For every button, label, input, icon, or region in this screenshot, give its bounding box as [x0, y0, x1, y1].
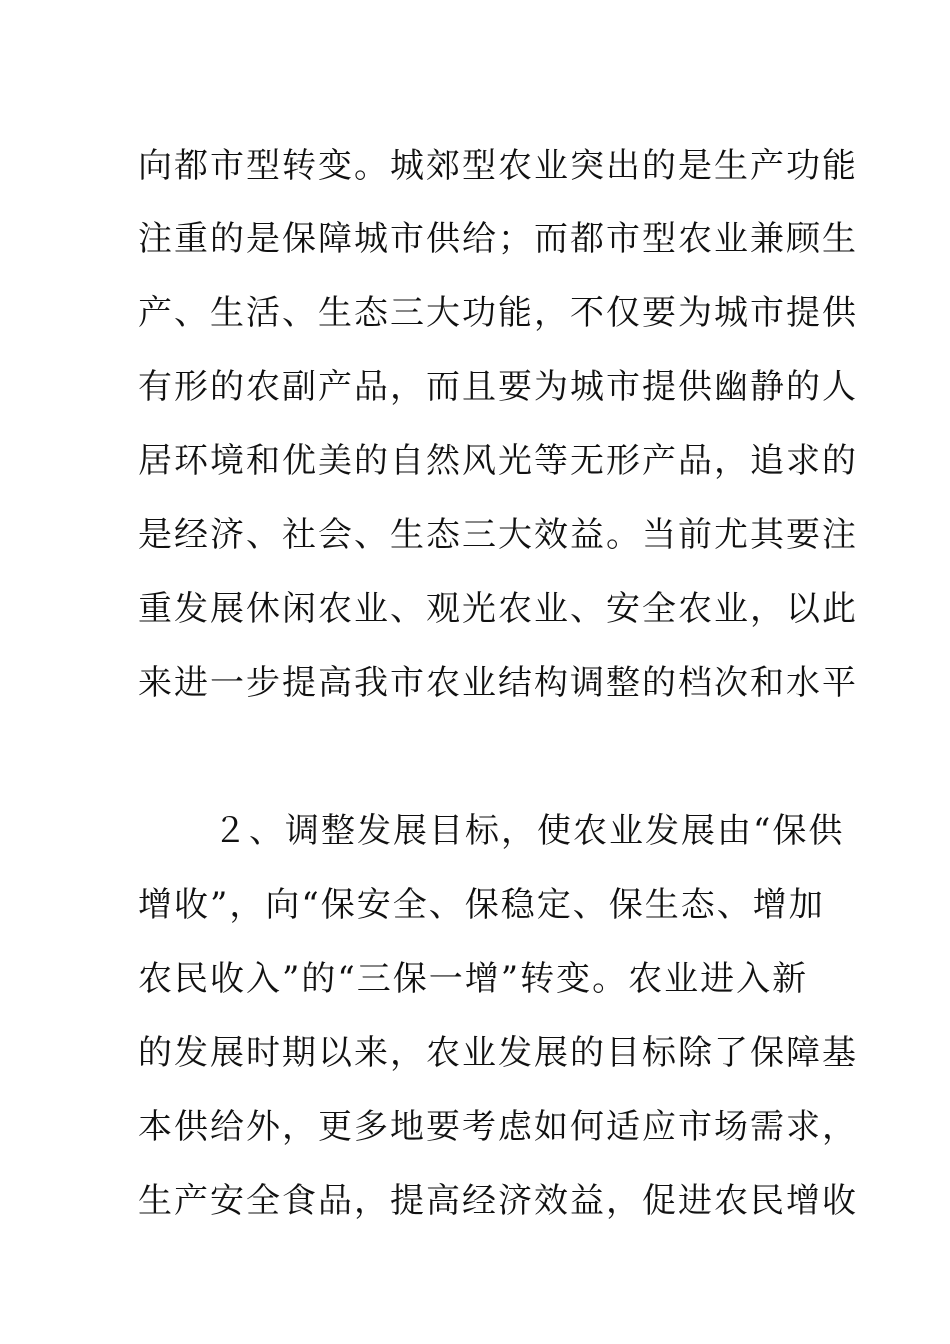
text-line: 产、生活、生态三大功能，不仅要为城市提供: [138, 293, 858, 333]
text-line: 农民收入”的“三保一增”转变。农业进入新: [138, 959, 809, 999]
text-line: ２、调整发展目标，使农业发展由“保供: [213, 811, 845, 851]
text-line: 是经济、社会、生态三大效益。当前尤其要注: [138, 515, 858, 555]
text-line: 居环境和优美的自然风光等无形产品，追求的: [138, 441, 858, 481]
text-line: 本供给外，更多地要考虑如何适应市场需求，: [138, 1107, 858, 1147]
text-line: 增收”，向“保安全、保稳定、保生态、增加: [138, 885, 825, 925]
text-line: 向都市型转变。城郊型农业突出的是生产功能: [138, 146, 858, 186]
text-line: 重发展休闲农业、观光农业、安全农业，以此: [138, 589, 858, 629]
text-line: 的发展时期以来，农业发展的目标除了保障基: [138, 1033, 858, 1073]
text-line: 生产安全食品，提高经济效益，促进农民增收: [138, 1181, 858, 1221]
text-line: 有形的农副产品，而且要为城市提供幽静的人: [138, 367, 858, 407]
text-line: 来进一步提高我市农业结构调整的档次和水平: [138, 663, 858, 703]
text-line: 注重的是保障城市供给；而都市型农业兼顾生: [138, 219, 858, 259]
